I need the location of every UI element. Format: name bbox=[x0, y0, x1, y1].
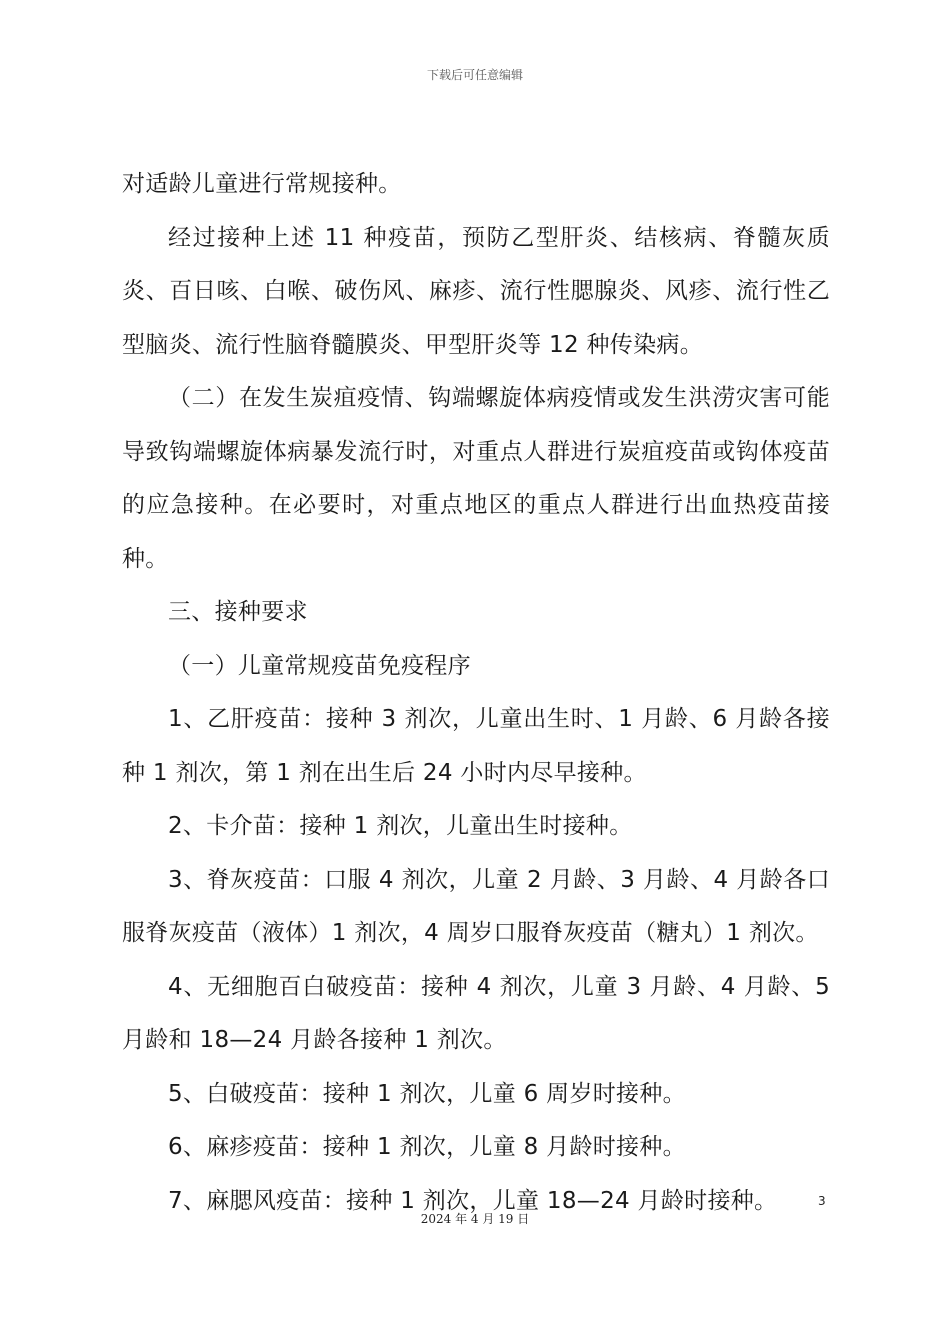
list-item: 5、白破疫苗：接种 1 剂次，儿童 6 周岁时接种。 bbox=[168, 1080, 686, 1107]
paragraph: 经过接种上述 11 种疫苗，预防乙型肝炎、结核病、脊髓灰质炎、百日咳、白喉、破伤风、麻疹、流行性腮腺炎、风疹、流行性乙型脑炎、流行性脑脊髓膜炎、甲型肝炎等 12 种传染病。 bbox=[122, 224, 830, 358]
page-header: 下载后可任意编辑 bbox=[426, 68, 523, 82]
list-item: 3、脊灰疫苗：口服 4 剂次，儿童 2 月龄、3 月龄、4 月龄各口服脊灰疫苗（液体）1 剂次，4 周岁口服脊灰疫苗（糖丸）1 剂次。 bbox=[122, 866, 830, 946]
section-heading: 三、接种要求 bbox=[168, 599, 308, 625]
list-item: 6、麻疹疫苗：接种 1 剂次，儿童 8 月龄时接种。 bbox=[168, 1134, 686, 1160]
subsection-heading: （一）儿童常规疫苗免疫程序 bbox=[168, 652, 471, 679]
list-item: 2、卡介苗：接种 1 剂次，儿童出生时接种。 bbox=[168, 813, 633, 839]
list-item: 4、无细胞百白破疫苗：接种 4 剂次，儿童 3 月龄、4 月龄、5 月龄和 18—24 月龄各接种 1 剂次。 bbox=[122, 973, 830, 1053]
list-item: 7、麻腮风疫苗：接种 1 剂次，儿童 18—24 月龄时接种。 bbox=[168, 1187, 778, 1214]
paragraph: 对适龄儿童进行常规接种。 bbox=[122, 171, 402, 197]
document-body bbox=[122, 158, 830, 1228]
list-item: 1、乙肝疫苗：接种 3 剂次，儿童出生时、1 月龄、6 月龄各接种 1 剂次，第 1 剂在出生后 24 小时内尽早接种。 bbox=[122, 706, 830, 786]
footer-date: 2024 年 4 月 19 日 bbox=[420, 1212, 530, 1226]
paragraph: （二）在发生炭疽疫情、钩端螺旋体病疫情或发生洪涝灾害可能导致钩端螺旋体病暴发流行时，对重点人群进行炭疽疫苗或钩体疫苗的应急接种。在必要时，对重点地区的重点人群进行出血热疫苗接种。 bbox=[122, 385, 830, 572]
page-number: 3 bbox=[818, 1194, 826, 1208]
